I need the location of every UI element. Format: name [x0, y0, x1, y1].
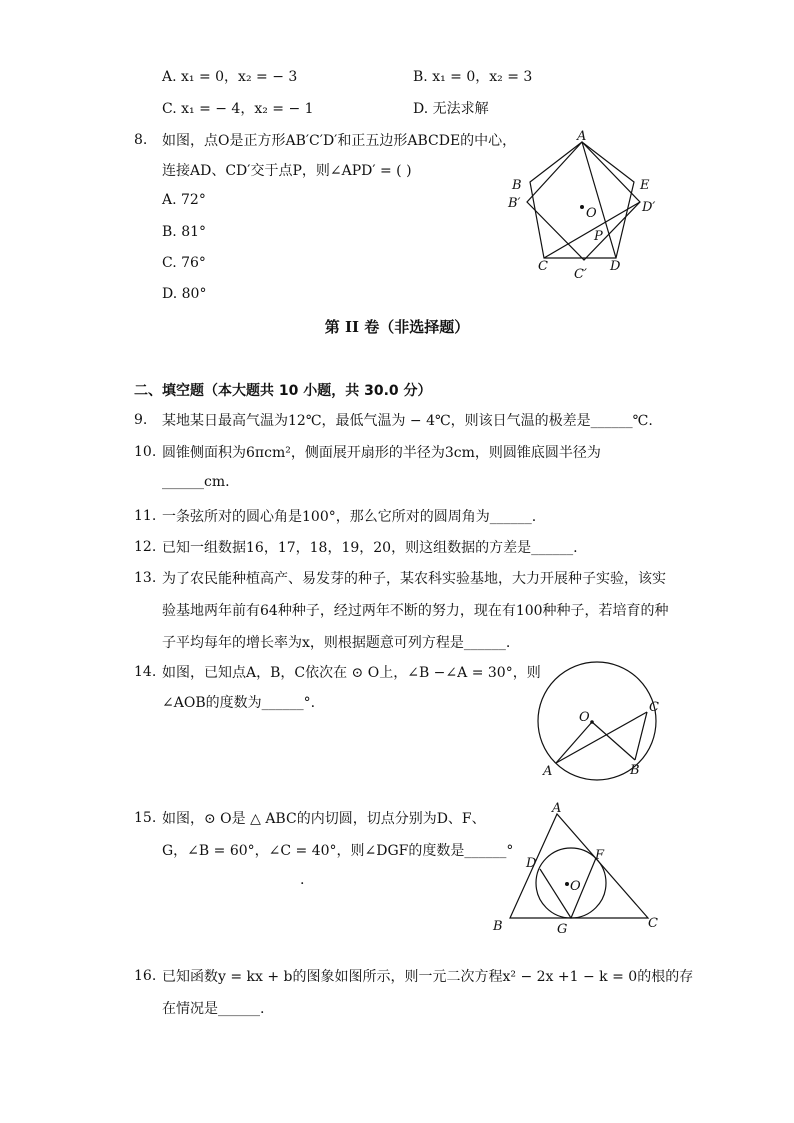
label-d: D	[526, 856, 537, 871]
q7-option-a: A. x₁ = 0，x₂ = − 3	[162, 69, 298, 85]
q9-text: 某地某日最高气温为12℃，最低气温为 − 4℃，则该日气温的极差是______℃.	[162, 413, 653, 429]
center-point-o	[565, 882, 569, 886]
label-e: E	[640, 178, 650, 193]
label-o: O	[570, 879, 581, 894]
q14-number: 14.	[134, 664, 157, 680]
q7-option-c: C. x₁ = − 4，x₂ = − 1	[162, 101, 314, 117]
part2-title: 第 II 卷（非选择题）	[324, 318, 470, 336]
q12-text: 已知一组数据16，17，18，19，20，则这组数据的方差是______.	[162, 540, 578, 556]
label-p: P	[594, 229, 603, 244]
label-c: C	[649, 700, 659, 715]
label-b-prime: B′	[508, 196, 521, 211]
label-c-prime: C′	[574, 267, 587, 282]
q15-figure	[490, 801, 665, 938]
label-d-prime: D′	[642, 200, 656, 215]
segment-dg	[540, 869, 571, 918]
label-b: B	[493, 919, 503, 934]
segment-bc	[635, 712, 647, 760]
q10-line1: 圆锥侧面积为6πcm²，侧面展开扇形的半径为3cm，则圆锥底圆半径为	[162, 445, 601, 461]
pentagon-abcde	[530, 142, 634, 258]
label-f: F	[595, 848, 605, 863]
q10-number: 10.	[134, 444, 157, 460]
label-c: C	[648, 916, 658, 931]
q13-line3: 子平均每年的增长率为x，则根据题意可列方程是______.	[162, 635, 511, 651]
label-c: C	[538, 259, 548, 274]
q9-number: 9.	[134, 412, 148, 428]
q13-line2: 验基地两年前有64种种子，经过两年不断的努力，现在有100种种子，若培育的种	[162, 603, 669, 619]
q14-figure	[530, 660, 670, 785]
label-b: B	[630, 763, 640, 778]
label-o: O	[586, 206, 597, 221]
section-heading: 二、填空题（本大题共 10 小题，共 30.0 分）	[134, 383, 432, 399]
q16-line1: 已知函数y = kx + b的图象如图所示，则一元二次方程x² − 2x +1 − k = 0的根的存	[162, 969, 694, 985]
label-g: G	[557, 922, 568, 937]
label-a: A	[577, 129, 587, 144]
segment-ac	[556, 712, 647, 763]
q8-figure	[500, 130, 670, 290]
q10-line2: ______cm.	[162, 474, 230, 490]
q11-text: 一条弦所对的圆心角是100°，那么它所对的圆周角为______.	[162, 509, 537, 525]
q13-line1: 为了农民能种植高产、易发芽的种子，某农科实验基地，大力开展种子实验，该实	[162, 571, 666, 587]
q16-number: 16.	[134, 968, 157, 984]
q8-option-c: C. 76°	[162, 255, 206, 271]
center-point-o	[590, 720, 594, 724]
q8-option-b: B. 81°	[162, 224, 207, 240]
label-d: D	[610, 259, 621, 274]
q8-option-d: D. 80°	[162, 286, 207, 302]
q15-line2: G，∠B = 60°，∠C = 40°，则∠DGF的度数是______°	[162, 843, 514, 859]
q8-line1: 如图，点O是正方形AB′C′D′和正五边形ABCDE的中心，	[162, 133, 517, 149]
q14-line2: ∠AOB的度数为______°.	[162, 695, 316, 711]
square-ab'c'd'	[527, 142, 640, 260]
segment-oa	[556, 722, 592, 763]
label-o: O	[579, 710, 590, 725]
label-a: A	[552, 801, 562, 816]
q8-option-a: A. 72°	[162, 192, 206, 208]
q7-option-b: B. x₁ = 0，x₂ = 3	[413, 69, 533, 85]
q12-number: 12.	[134, 539, 157, 555]
q15-line1: 如图，⊙ O是 △ ABC的内切圆，切点分别为D、F、	[162, 811, 486, 827]
q16-line2: 在情况是______.	[162, 1001, 265, 1017]
q15-stray-dot: .	[300, 872, 305, 888]
segment-ob	[592, 722, 635, 760]
q8-line2: 连接AD、CD′交于点P，则∠APD′ = ( )	[162, 163, 412, 179]
q14-line1: 如图，已知点A，B，C依次在 ⊙ O上，∠B −∠A = 30°，则	[162, 665, 541, 681]
q15-number: 15.	[134, 810, 157, 826]
label-b: B	[512, 178, 522, 193]
label-a: A	[543, 764, 553, 779]
q7-option-d: D. 无法求解	[413, 101, 489, 117]
q8-number: 8.	[134, 132, 148, 148]
q11-number: 11.	[134, 508, 157, 524]
q13-number: 13.	[134, 570, 157, 586]
center-point-o	[580, 205, 584, 209]
